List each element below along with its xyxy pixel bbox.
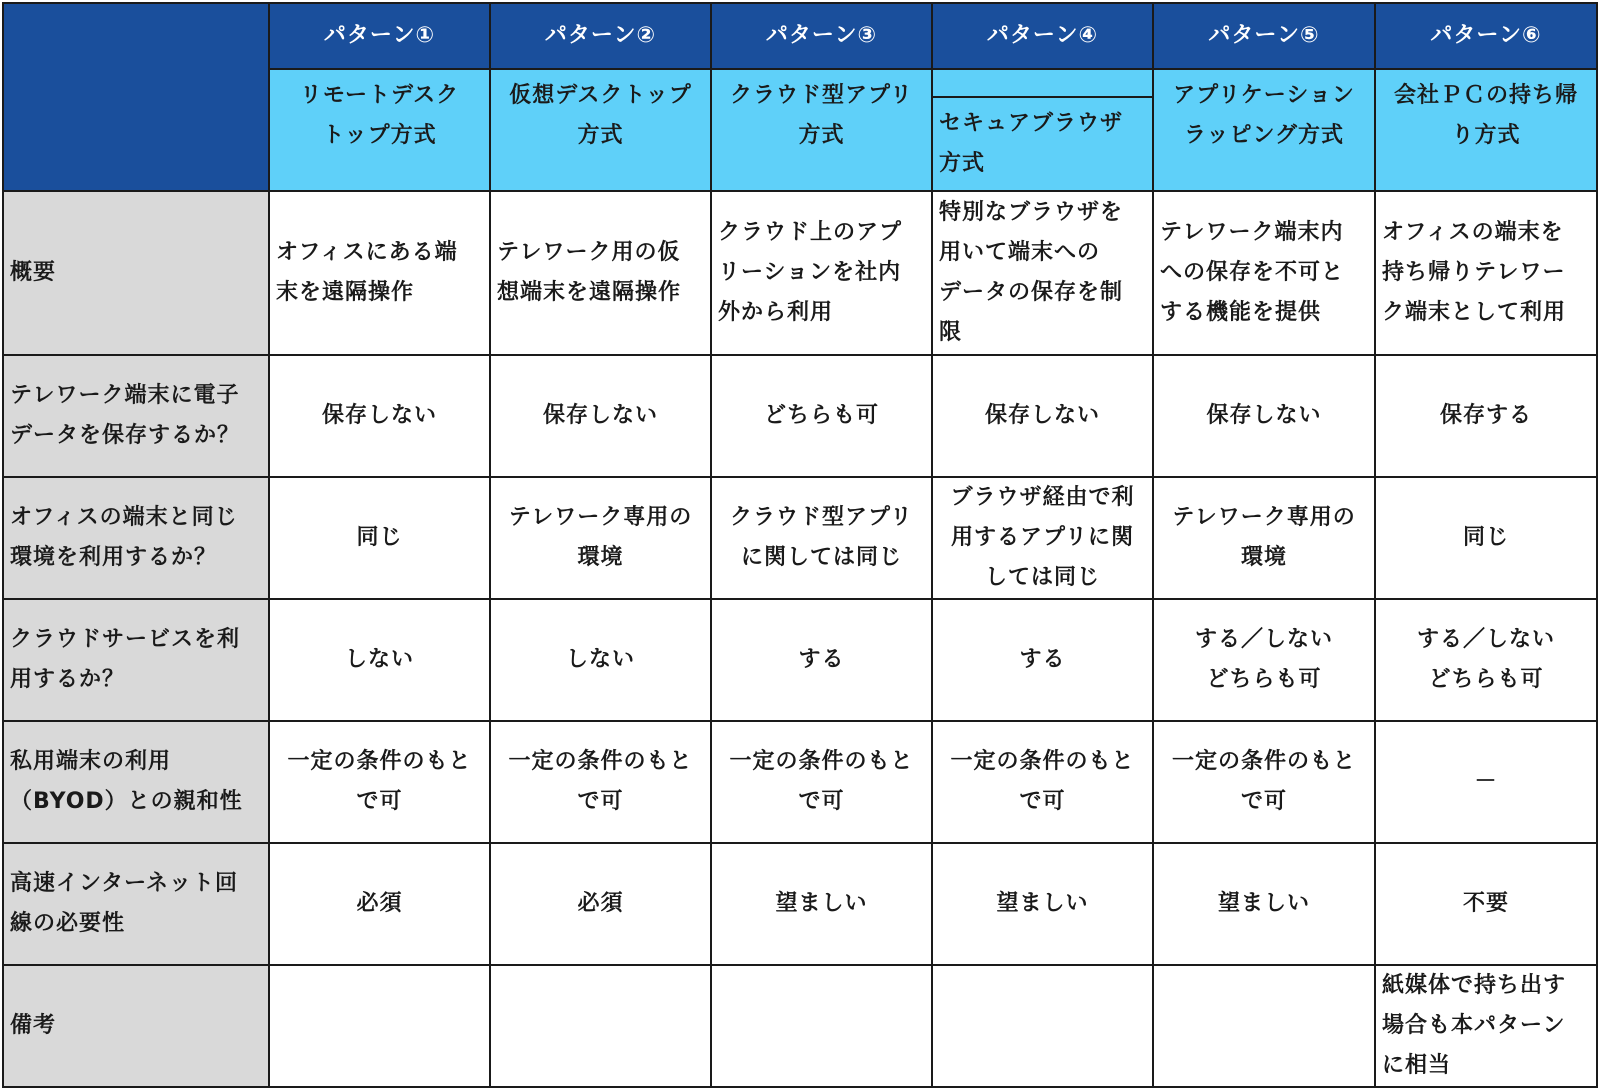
method-3-line-2: 方式 [798, 123, 845, 148]
pattern-header-row [3, 3, 1597, 69]
cell-overview-p5 [1153, 191, 1375, 355]
cell-line: データの保存を制 [939, 280, 1124, 305]
cell-remarks-p3 [711, 965, 932, 1087]
cell-overview-p2 [490, 191, 711, 355]
cell-same-env-p3 [711, 477, 932, 599]
method-2-cell [490, 69, 711, 191]
cell-cloud-p1: しない [269, 599, 490, 721]
cell-line: テレワーク用の仮 [497, 240, 681, 265]
cell-cloud-p3: する [711, 599, 932, 721]
cell-line: しては同じ [984, 565, 1100, 590]
cell-line: 限 [939, 320, 963, 345]
cell-line: どちらも可 [1206, 667, 1322, 692]
row-label-line: 環境を利用するか？ [10, 545, 218, 570]
method-6-cell [1375, 69, 1597, 191]
cell-line: 紙媒体で持ち出す [1382, 973, 1567, 998]
method-6-line-1: 会社ＰＣの持ち帰 [1393, 83, 1578, 108]
cell-byod-p5 [1153, 721, 1375, 843]
cell-byod-p6: － [1375, 721, 1597, 843]
cell-byod-p2 [490, 721, 711, 843]
method-2-line-2: 方式 [577, 123, 624, 148]
row-label-byod [3, 721, 269, 843]
method-5-line-2: ラッピング方式 [1183, 123, 1345, 148]
row-label-internet [3, 843, 269, 965]
cell-line: 一定の条件のもと [729, 749, 914, 774]
cell-line: どちらも可 [1428, 667, 1544, 692]
table-row-same-environment [3, 477, 1597, 599]
cell-line: に相当 [1382, 1053, 1452, 1078]
method-1-line-1: リモートデスク [299, 83, 460, 108]
cell-line: ク端末として利用 [1382, 300, 1567, 325]
cell-line: で可 [798, 789, 845, 814]
cell-line: テレワーク端末内 [1160, 220, 1344, 245]
cell-same-env-p1: 同じ [269, 477, 490, 599]
cell-line: 一定の条件のもと [950, 749, 1135, 774]
row-label-same-environment [3, 477, 269, 599]
row-label-line: テレワーク端末に電子 [10, 383, 240, 408]
cell-line: 持ち帰りテレワー [1382, 260, 1566, 285]
cell-data-storage-p3: どちらも可 [711, 355, 932, 477]
pattern-1-header: パターン① [269, 3, 490, 69]
row-label-line: 概要 [10, 260, 57, 285]
cell-remarks-p2 [490, 965, 711, 1087]
row-label-line: 備考 [10, 1013, 57, 1038]
method-2-line-1: 仮想デスクトップ [509, 83, 692, 108]
cell-line: で可 [577, 789, 624, 814]
cell-line: 場合も本パターン [1382, 1013, 1566, 1038]
cell-line: ブラウザ経由で利 [950, 485, 1135, 510]
cell-line: オフィスにある端 [276, 240, 458, 265]
method-4-top-spacer [932, 69, 1153, 97]
cell-line: クラウド型アプリ [729, 505, 914, 530]
cell-line: 用するアプリに関 [950, 525, 1135, 550]
cell-line: で可 [1240, 789, 1287, 814]
cell-line: で可 [356, 789, 403, 814]
cell-line: する機能を提供 [1160, 300, 1322, 325]
cell-internet-p4: 望ましい [932, 843, 1153, 965]
table-row-internet [3, 843, 1597, 965]
cell-line: 一定の条件のもと [287, 749, 472, 774]
cell-line: 特別なブラウザを [939, 200, 1124, 225]
cell-line: 外から利用 [718, 300, 834, 325]
cell-line: する／しない [1194, 627, 1333, 652]
pattern-6-header: パターン⑥ [1375, 3, 1597, 69]
cell-line: 用いて端末への [939, 240, 1101, 265]
cell-internet-p6: 不要 [1375, 843, 1597, 965]
cell-remarks-p1 [269, 965, 490, 1087]
cell-cloud-p4: する [932, 599, 1153, 721]
method-1-cell [269, 69, 490, 191]
row-label-line: 高速インターネット回 [10, 871, 239, 896]
cell-line: に関しては同じ [740, 545, 902, 570]
method-4-line-2: 方式 [939, 151, 986, 176]
header-corner-cell [3, 3, 269, 191]
cell-same-env-p5 [1153, 477, 1375, 599]
telework-pattern-comparison-table [2, 2, 1598, 1088]
cell-internet-p1: 必須 [269, 843, 490, 965]
row-label-remarks [3, 965, 269, 1087]
cell-remarks-p6 [1375, 965, 1597, 1087]
row-label-line: データを保存するか？ [10, 423, 241, 448]
cell-line: 一定の条件のもと [1171, 749, 1356, 774]
method-5-cell [1153, 69, 1375, 191]
pattern-4-header: パターン④ [932, 3, 1153, 69]
cell-cloud-p5 [1153, 599, 1375, 721]
cell-cloud-p2: しない [490, 599, 711, 721]
cell-line: する／しない [1416, 627, 1555, 652]
method-6-line-2: り方式 [1451, 123, 1521, 148]
row-label-data-storage [3, 355, 269, 477]
cell-data-storage-p4: 保存しない [932, 355, 1153, 477]
cell-byod-p1 [269, 721, 490, 843]
cell-line: 想端末を遠隔操作 [497, 280, 682, 305]
cell-data-storage-p6: 保存する [1375, 355, 1597, 477]
row-label-line: 私用端末の利用 [10, 749, 172, 774]
method-4-cell [932, 97, 1153, 191]
method-5-line-1: アプリケーション [1173, 83, 1355, 108]
cell-byod-p3 [711, 721, 932, 843]
table-row-overview [3, 191, 1597, 355]
cell-line: オフィスの端末を [1382, 220, 1564, 245]
cell-internet-p3: 望ましい [711, 843, 932, 965]
pattern-2-header: パターン② [490, 3, 711, 69]
cell-overview-p1 [269, 191, 490, 355]
cell-same-env-p6: 同じ [1375, 477, 1597, 599]
cell-line: クラウド上のアプ [718, 220, 903, 245]
cell-remarks-p4 [932, 965, 1153, 1087]
cell-line: 末を遠隔操作 [276, 280, 415, 305]
cell-line: 環境 [1240, 545, 1287, 570]
method-4-line-1: セキュアブラウザ [939, 111, 1124, 136]
cell-line: リーションを社内 [718, 260, 902, 285]
row-label-cloud-service [3, 599, 269, 721]
table-row-remarks [3, 965, 1597, 1087]
method-1-line-2: トップ方式 [322, 123, 437, 148]
cell-line: 一定の条件のもと [508, 749, 693, 774]
cell-line: への保存を不可と [1160, 260, 1345, 285]
pattern-3-header: パターン③ [711, 3, 932, 69]
cell-same-env-p4 [932, 477, 1153, 599]
method-3-cell [711, 69, 932, 191]
cell-overview-p3 [711, 191, 932, 355]
cell-line: テレワーク専用の [508, 505, 693, 530]
cell-data-storage-p5: 保存しない [1153, 355, 1375, 477]
cell-overview-p6 [1375, 191, 1597, 355]
row-label-overview [3, 191, 269, 355]
row-label-line: （BYOD）との親和性 [10, 789, 243, 814]
cell-overview-p4 [932, 191, 1153, 355]
cell-line: 環境 [577, 545, 624, 570]
cell-byod-p4 [932, 721, 1153, 843]
pattern-5-header: パターン⑤ [1153, 3, 1375, 69]
cell-remarks-p5 [1153, 965, 1375, 1087]
cell-cloud-p6 [1375, 599, 1597, 721]
cell-data-storage-p1: 保存しない [269, 355, 490, 477]
cell-data-storage-p2: 保存しない [490, 355, 711, 477]
comparison-table-wrapper [2, 2, 1596, 1088]
row-label-line: クラウドサービスを利 [10, 627, 241, 652]
method-3-line-1: クラウド型アプリ [729, 83, 914, 108]
cell-line: で可 [1019, 789, 1066, 814]
cell-internet-p5: 望ましい [1153, 843, 1375, 965]
table-row-data-storage [3, 355, 1597, 477]
row-label-line: オフィスの端末と同じ [10, 505, 238, 530]
row-label-line: 用するか？ [10, 667, 126, 692]
table-row-cloud-service [3, 599, 1597, 721]
row-label-line: 線の必要性 [10, 911, 126, 936]
cell-same-env-p2 [490, 477, 711, 599]
cell-internet-p2: 必須 [490, 843, 711, 965]
table-row-byod [3, 721, 1597, 843]
cell-line: テレワーク専用の [1172, 505, 1356, 530]
